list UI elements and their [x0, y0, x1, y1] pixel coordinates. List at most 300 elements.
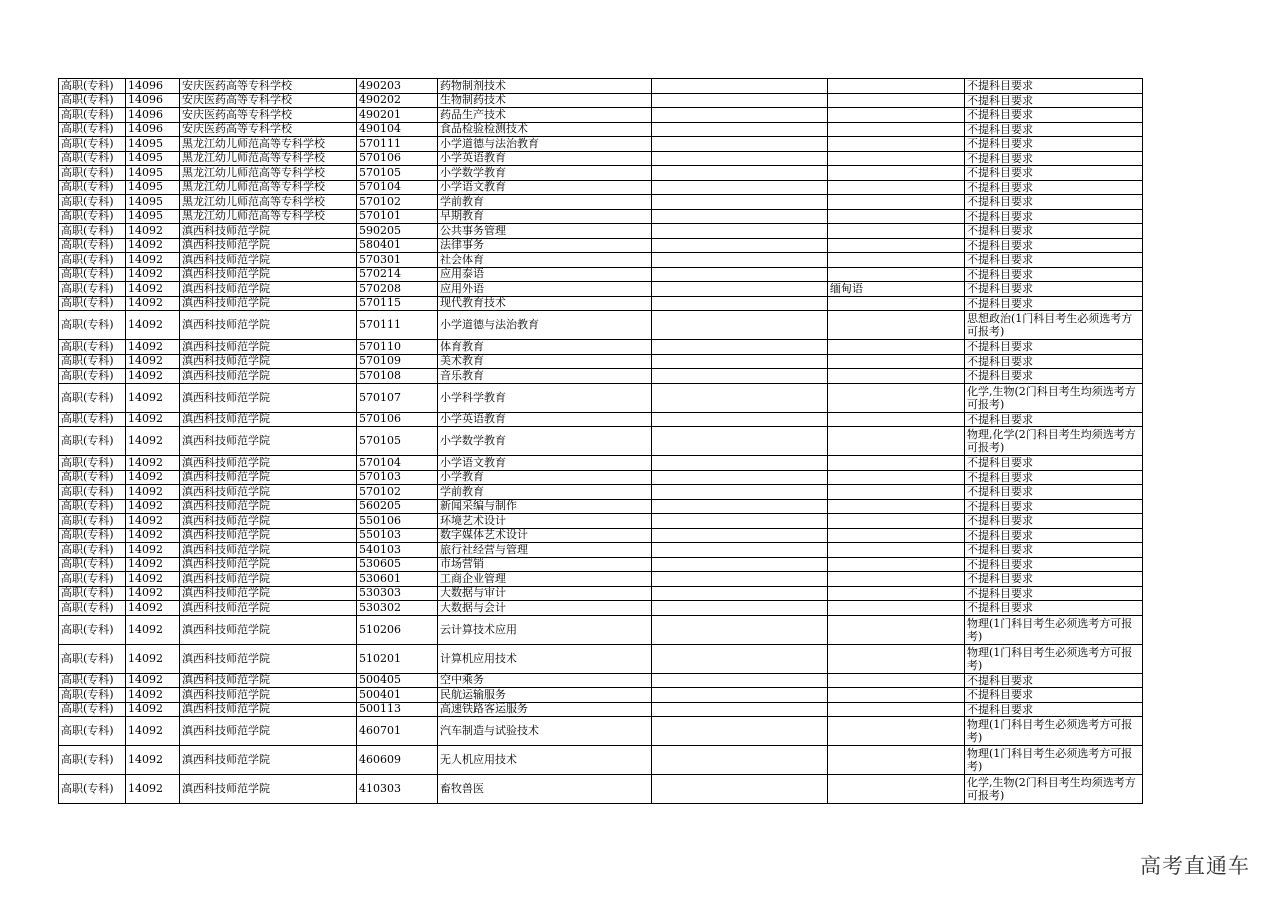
major-code-cell: 570109 — [357, 354, 438, 369]
subject-requirement-cell: 不提科目要求 — [965, 151, 1143, 166]
table-row — [59, 253, 1143, 268]
language-note-cell: 缅甸语 — [828, 282, 965, 297]
major-code-cell: 570106 — [357, 412, 438, 427]
remark-cell — [652, 267, 828, 282]
school-name-cell: 安庆医药高等专科学校 — [180, 79, 357, 94]
major-name-cell: 体育教育 — [438, 340, 652, 355]
major-code-cell: 570214 — [357, 267, 438, 282]
major-name-cell: 小学教育 — [438, 470, 652, 485]
subject-requirement-cell: 不提科目要求 — [965, 166, 1143, 181]
table-row — [59, 601, 1143, 616]
major-code-cell: 570107 — [357, 383, 438, 412]
school-name-cell: 滇西科技师范学院 — [180, 615, 357, 644]
major-name-cell: 小学语文教育 — [438, 180, 652, 195]
school-name-cell: 黑龙江幼儿师范高等专科学校 — [180, 180, 357, 195]
table-row — [59, 354, 1143, 369]
major-name-cell: 无人机应用技术 — [438, 746, 652, 775]
level-cell: 高职(专科) — [59, 470, 126, 485]
language-note-cell — [828, 702, 965, 717]
table-row — [59, 543, 1143, 558]
table-row — [59, 586, 1143, 601]
school-name-cell: 滇西科技师范学院 — [180, 572, 357, 587]
level-cell: 高职(专科) — [59, 267, 126, 282]
level-cell: 高职(专科) — [59, 224, 126, 239]
language-note-cell — [828, 586, 965, 601]
table-row — [59, 282, 1143, 297]
table-row — [59, 557, 1143, 572]
remark-cell — [652, 282, 828, 297]
table-row — [59, 79, 1143, 94]
school-code-cell: 14092 — [126, 601, 180, 616]
major-code-cell: 530303 — [357, 586, 438, 601]
remark-cell — [652, 514, 828, 529]
subject-requirement-cell: 物理(1门科目考生必须选考方可报考) — [965, 746, 1143, 775]
school-code-cell: 14092 — [126, 644, 180, 673]
major-code-cell: 550103 — [357, 528, 438, 543]
level-cell: 高职(专科) — [59, 311, 126, 340]
remark-cell — [652, 586, 828, 601]
major-name-cell: 大数据与审计 — [438, 586, 652, 601]
language-note-cell — [828, 137, 965, 152]
school-name-cell: 滇西科技师范学院 — [180, 557, 357, 572]
level-cell: 高职(专科) — [59, 166, 126, 181]
subject-requirement-cell: 化学,生物(2门科目考生均须选考方可报考) — [965, 775, 1143, 804]
level-cell: 高职(专科) — [59, 644, 126, 673]
subject-requirement-cell: 不提科目要求 — [965, 688, 1143, 703]
table-row — [59, 775, 1143, 804]
school-name-cell: 黑龙江幼儿师范高等专科学校 — [180, 151, 357, 166]
subject-requirement-cell: 化学,生物(2门科目考生均须选考方可报考) — [965, 383, 1143, 412]
subject-requirement-cell: 不提科目要求 — [965, 180, 1143, 195]
major-code-cell: 580401 — [357, 238, 438, 253]
major-name-cell: 旅行社经营与管理 — [438, 543, 652, 558]
major-name-cell: 早期教育 — [438, 209, 652, 224]
subject-requirement-cell: 不提科目要求 — [965, 137, 1143, 152]
language-note-cell — [828, 180, 965, 195]
subject-requirement-cell: 不提科目要求 — [965, 354, 1143, 369]
major-code-cell: 570115 — [357, 296, 438, 311]
table-row — [59, 224, 1143, 239]
language-note-cell — [828, 93, 965, 108]
major-name-cell: 小学道德与法治教育 — [438, 311, 652, 340]
table-row — [59, 195, 1143, 210]
school-code-cell: 14095 — [126, 195, 180, 210]
school-code-cell: 14092 — [126, 311, 180, 340]
watermark-text: 高考直通车 — [1140, 854, 1250, 878]
level-cell: 高职(专科) — [59, 688, 126, 703]
level-cell: 高职(专科) — [59, 673, 126, 688]
school-name-cell: 滇西科技师范学院 — [180, 354, 357, 369]
school-name-cell: 黑龙江幼儿师范高等专科学校 — [180, 137, 357, 152]
school-code-cell: 14092 — [126, 717, 180, 746]
school-name-cell: 滇西科技师范学院 — [180, 543, 357, 558]
major-name-cell: 汽车制造与试验技术 — [438, 717, 652, 746]
language-note-cell — [828, 557, 965, 572]
language-note-cell — [828, 253, 965, 268]
school-name-cell: 滇西科技师范学院 — [180, 717, 357, 746]
table-row — [59, 702, 1143, 717]
remark-cell — [652, 238, 828, 253]
language-note-cell — [828, 528, 965, 543]
school-name-cell: 滇西科技师范学院 — [180, 470, 357, 485]
school-code-cell: 14092 — [126, 282, 180, 297]
level-cell: 高职(专科) — [59, 499, 126, 514]
school-code-cell: 14096 — [126, 79, 180, 94]
school-name-cell: 滇西科技师范学院 — [180, 673, 357, 688]
remark-cell — [652, 296, 828, 311]
school-code-cell: 14095 — [126, 151, 180, 166]
language-note-cell — [828, 151, 965, 166]
remark-cell — [652, 485, 828, 500]
remark-cell — [652, 673, 828, 688]
major-code-cell: 460701 — [357, 717, 438, 746]
subject-requirement-cell: 不提科目要求 — [965, 238, 1143, 253]
subject-requirement-cell: 不提科目要求 — [965, 572, 1143, 587]
school-code-cell: 14092 — [126, 383, 180, 412]
school-code-cell: 14092 — [126, 673, 180, 688]
school-name-cell: 滇西科技师范学院 — [180, 383, 357, 412]
level-cell: 高职(专科) — [59, 412, 126, 427]
major-name-cell: 数字媒体艺术设计 — [438, 528, 652, 543]
school-code-cell: 14092 — [126, 615, 180, 644]
major-code-cell: 570105 — [357, 166, 438, 181]
subject-requirement-cell: 物理,化学(2门科目考生均须选考方可报考) — [965, 427, 1143, 456]
remark-cell — [652, 340, 828, 355]
school-name-cell: 滇西科技师范学院 — [180, 528, 357, 543]
school-name-cell: 滇西科技师范学院 — [180, 601, 357, 616]
table-row — [59, 485, 1143, 500]
school-name-cell: 滇西科技师范学院 — [180, 340, 357, 355]
school-code-cell: 14092 — [126, 238, 180, 253]
level-cell: 高职(专科) — [59, 180, 126, 195]
school-code-cell: 14092 — [126, 354, 180, 369]
remark-cell — [652, 253, 828, 268]
major-name-cell: 现代教育技术 — [438, 296, 652, 311]
school-code-cell: 14096 — [126, 93, 180, 108]
subject-requirement-cell: 物理(1门科目考生必须选考方可报考) — [965, 717, 1143, 746]
major-code-cell: 560205 — [357, 499, 438, 514]
level-cell: 高职(专科) — [59, 354, 126, 369]
major-code-cell: 490203 — [357, 79, 438, 94]
table-row — [59, 311, 1143, 340]
language-note-cell — [828, 775, 965, 804]
major-code-cell: 550106 — [357, 514, 438, 529]
school-name-cell: 安庆医药高等专科学校 — [180, 93, 357, 108]
major-code-cell: 570105 — [357, 427, 438, 456]
school-code-cell: 14092 — [126, 267, 180, 282]
subject-requirement-cell: 不提科目要求 — [965, 673, 1143, 688]
school-code-cell: 14092 — [126, 702, 180, 717]
language-note-cell — [828, 717, 965, 746]
subject-requirement-cell: 物理(1门科目考生必须选考方可报考) — [965, 615, 1143, 644]
level-cell: 高职(专科) — [59, 557, 126, 572]
major-name-cell: 小学道德与法治教育 — [438, 137, 652, 152]
school-name-cell: 安庆医药高等专科学校 — [180, 108, 357, 123]
table-row — [59, 209, 1143, 224]
language-note-cell — [828, 601, 965, 616]
subject-requirement-cell: 不提科目要求 — [965, 702, 1143, 717]
school-name-cell: 滇西科技师范学院 — [180, 688, 357, 703]
remark-cell — [652, 122, 828, 137]
major-name-cell: 生物制药技术 — [438, 93, 652, 108]
school-code-cell: 14092 — [126, 224, 180, 239]
school-name-cell: 安庆医药高等专科学校 — [180, 122, 357, 137]
subject-requirement-cell: 不提科目要求 — [965, 340, 1143, 355]
school-name-cell: 滇西科技师范学院 — [180, 485, 357, 500]
major-name-cell: 工商企业管理 — [438, 572, 652, 587]
major-code-cell: 510206 — [357, 615, 438, 644]
school-code-cell: 14092 — [126, 470, 180, 485]
school-code-cell: 14092 — [126, 572, 180, 587]
school-code-cell: 14092 — [126, 528, 180, 543]
language-note-cell — [828, 340, 965, 355]
table-row — [59, 615, 1143, 644]
level-cell: 高职(专科) — [59, 615, 126, 644]
major-name-cell: 公共事务管理 — [438, 224, 652, 239]
major-code-cell: 570104 — [357, 456, 438, 471]
level-cell: 高职(专科) — [59, 775, 126, 804]
major-name-cell: 小学语文教育 — [438, 456, 652, 471]
subject-requirement-cell: 不提科目要求 — [965, 195, 1143, 210]
school-code-cell: 14096 — [126, 108, 180, 123]
table-row — [59, 238, 1143, 253]
major-name-cell: 空中乘务 — [438, 673, 652, 688]
remark-cell — [652, 557, 828, 572]
school-name-cell: 滇西科技师范学院 — [180, 267, 357, 282]
level-cell: 高职(专科) — [59, 601, 126, 616]
major-code-cell: 570101 — [357, 209, 438, 224]
language-note-cell — [828, 572, 965, 587]
school-code-cell: 14095 — [126, 137, 180, 152]
table-row — [59, 572, 1143, 587]
major-name-cell: 应用外语 — [438, 282, 652, 297]
major-name-cell: 计算机应用技术 — [438, 644, 652, 673]
major-code-cell: 570102 — [357, 485, 438, 500]
school-code-cell: 14092 — [126, 514, 180, 529]
admission-requirements-table — [58, 78, 1143, 804]
major-name-cell: 音乐教育 — [438, 369, 652, 384]
school-code-cell: 14092 — [126, 543, 180, 558]
level-cell: 高职(专科) — [59, 108, 126, 123]
level-cell: 高职(专科) — [59, 572, 126, 587]
remark-cell — [652, 93, 828, 108]
table-row — [59, 151, 1143, 166]
major-name-cell: 药物制剂技术 — [438, 79, 652, 94]
subject-requirement-cell: 不提科目要求 — [965, 514, 1143, 529]
table-row — [59, 470, 1143, 485]
major-code-cell: 570104 — [357, 180, 438, 195]
level-cell: 高职(专科) — [59, 514, 126, 529]
major-name-cell: 市场营销 — [438, 557, 652, 572]
language-note-cell — [828, 673, 965, 688]
table-row — [59, 108, 1143, 123]
major-code-cell: 570111 — [357, 311, 438, 340]
language-note-cell — [828, 354, 965, 369]
major-name-cell: 大数据与会计 — [438, 601, 652, 616]
major-name-cell: 小学数学教育 — [438, 427, 652, 456]
level-cell: 高职(专科) — [59, 586, 126, 601]
subject-requirement-cell: 不提科目要求 — [965, 499, 1143, 514]
remark-cell — [652, 166, 828, 181]
subject-requirement-cell: 思想政治(1门科目考生必须选考方可报考) — [965, 311, 1143, 340]
major-name-cell: 药品生产技术 — [438, 108, 652, 123]
table-row — [59, 166, 1143, 181]
level-cell: 高职(专科) — [59, 543, 126, 558]
major-name-cell: 云计算技术应用 — [438, 615, 652, 644]
remark-cell — [652, 427, 828, 456]
language-note-cell — [828, 456, 965, 471]
major-code-cell: 570208 — [357, 282, 438, 297]
remark-cell — [652, 224, 828, 239]
school-name-cell: 滇西科技师范学院 — [180, 282, 357, 297]
subject-requirement-cell: 物理(1门科目考生必须选考方可报考) — [965, 644, 1143, 673]
major-name-cell: 应用泰语 — [438, 267, 652, 282]
remark-cell — [652, 688, 828, 703]
school-name-cell: 滇西科技师范学院 — [180, 412, 357, 427]
major-code-cell: 490201 — [357, 108, 438, 123]
table-body — [59, 79, 1143, 804]
subject-requirement-cell: 不提科目要求 — [965, 282, 1143, 297]
major-name-cell: 美术教育 — [438, 354, 652, 369]
major-name-cell: 小学英语教育 — [438, 151, 652, 166]
school-code-cell: 14092 — [126, 340, 180, 355]
school-name-cell: 滇西科技师范学院 — [180, 311, 357, 340]
language-note-cell — [828, 485, 965, 500]
remark-cell — [652, 369, 828, 384]
language-note-cell — [828, 543, 965, 558]
school-name-cell: 滇西科技师范学院 — [180, 253, 357, 268]
level-cell: 高职(专科) — [59, 427, 126, 456]
major-name-cell: 社会体育 — [438, 253, 652, 268]
language-note-cell — [828, 224, 965, 239]
language-note-cell — [828, 238, 965, 253]
level-cell: 高职(专科) — [59, 746, 126, 775]
school-code-cell: 14092 — [126, 746, 180, 775]
table-row — [59, 499, 1143, 514]
remark-cell — [652, 746, 828, 775]
table-row — [59, 717, 1143, 746]
subject-requirement-cell: 不提科目要求 — [965, 93, 1143, 108]
major-code-cell: 570111 — [357, 137, 438, 152]
major-code-cell: 490104 — [357, 122, 438, 137]
table-row — [59, 528, 1143, 543]
level-cell: 高职(专科) — [59, 369, 126, 384]
school-name-cell: 滇西科技师范学院 — [180, 427, 357, 456]
language-note-cell — [828, 166, 965, 181]
table-row — [59, 412, 1143, 427]
major-name-cell: 小学英语教育 — [438, 412, 652, 427]
level-cell: 高职(专科) — [59, 137, 126, 152]
major-code-cell: 490202 — [357, 93, 438, 108]
table-row — [59, 427, 1143, 456]
school-code-cell: 14092 — [126, 369, 180, 384]
table-row — [59, 688, 1143, 703]
major-name-cell: 高速铁路客运服务 — [438, 702, 652, 717]
level-cell: 高职(专科) — [59, 282, 126, 297]
school-code-cell: 14092 — [126, 499, 180, 514]
remark-cell — [652, 354, 828, 369]
language-note-cell — [828, 195, 965, 210]
school-code-cell: 14092 — [126, 412, 180, 427]
school-name-cell: 滇西科技师范学院 — [180, 456, 357, 471]
major-code-cell: 510201 — [357, 644, 438, 673]
school-name-cell: 滇西科技师范学院 — [180, 702, 357, 717]
subject-requirement-cell: 不提科目要求 — [965, 267, 1143, 282]
major-code-cell: 570301 — [357, 253, 438, 268]
remark-cell — [652, 151, 828, 166]
school-code-cell: 14095 — [126, 166, 180, 181]
school-name-cell: 滇西科技师范学院 — [180, 746, 357, 775]
school-code-cell: 14092 — [126, 557, 180, 572]
language-note-cell — [828, 644, 965, 673]
level-cell: 高职(专科) — [59, 528, 126, 543]
language-note-cell — [828, 412, 965, 427]
school-code-cell: 14092 — [126, 427, 180, 456]
major-code-cell: 570103 — [357, 470, 438, 485]
school-code-cell: 14092 — [126, 485, 180, 500]
remark-cell — [652, 311, 828, 340]
subject-requirement-cell: 不提科目要求 — [965, 369, 1143, 384]
subject-requirement-cell: 不提科目要求 — [965, 412, 1143, 427]
school-name-cell: 滇西科技师范学院 — [180, 586, 357, 601]
table-row — [59, 644, 1143, 673]
language-note-cell — [828, 470, 965, 485]
remark-cell — [652, 79, 828, 94]
remark-cell — [652, 412, 828, 427]
language-note-cell — [828, 514, 965, 529]
level-cell: 高职(专科) — [59, 717, 126, 746]
language-note-cell — [828, 383, 965, 412]
language-note-cell — [828, 296, 965, 311]
school-code-cell: 14092 — [126, 586, 180, 601]
school-name-cell: 滇西科技师范学院 — [180, 644, 357, 673]
table-row — [59, 267, 1143, 282]
table-row — [59, 93, 1143, 108]
language-note-cell — [828, 746, 965, 775]
remark-cell — [652, 499, 828, 514]
school-name-cell: 滇西科技师范学院 — [180, 499, 357, 514]
remark-cell — [652, 528, 828, 543]
remark-cell — [652, 572, 828, 587]
language-note-cell — [828, 427, 965, 456]
major-name-cell: 小学科学教育 — [438, 383, 652, 412]
language-note-cell — [828, 79, 965, 94]
language-note-cell — [828, 688, 965, 703]
school-code-cell: 14092 — [126, 296, 180, 311]
major-code-cell: 500113 — [357, 702, 438, 717]
remark-cell — [652, 775, 828, 804]
subject-requirement-cell: 不提科目要求 — [965, 557, 1143, 572]
table-row — [59, 456, 1143, 471]
major-code-cell: 570102 — [357, 195, 438, 210]
subject-requirement-cell: 不提科目要求 — [965, 79, 1143, 94]
level-cell: 高职(专科) — [59, 93, 126, 108]
school-code-cell: 14092 — [126, 775, 180, 804]
subject-requirement-cell: 不提科目要求 — [965, 253, 1143, 268]
subject-requirement-cell: 不提科目要求 — [965, 122, 1143, 137]
major-code-cell: 410303 — [357, 775, 438, 804]
major-code-cell: 540103 — [357, 543, 438, 558]
remark-cell — [652, 702, 828, 717]
major-code-cell: 570106 — [357, 151, 438, 166]
subject-requirement-cell: 不提科目要求 — [965, 586, 1143, 601]
language-note-cell — [828, 122, 965, 137]
major-name-cell: 新闻采编与制作 — [438, 499, 652, 514]
major-name-cell: 民航运输服务 — [438, 688, 652, 703]
major-code-cell: 530302 — [357, 601, 438, 616]
level-cell: 高职(专科) — [59, 383, 126, 412]
school-code-cell: 14096 — [126, 122, 180, 137]
